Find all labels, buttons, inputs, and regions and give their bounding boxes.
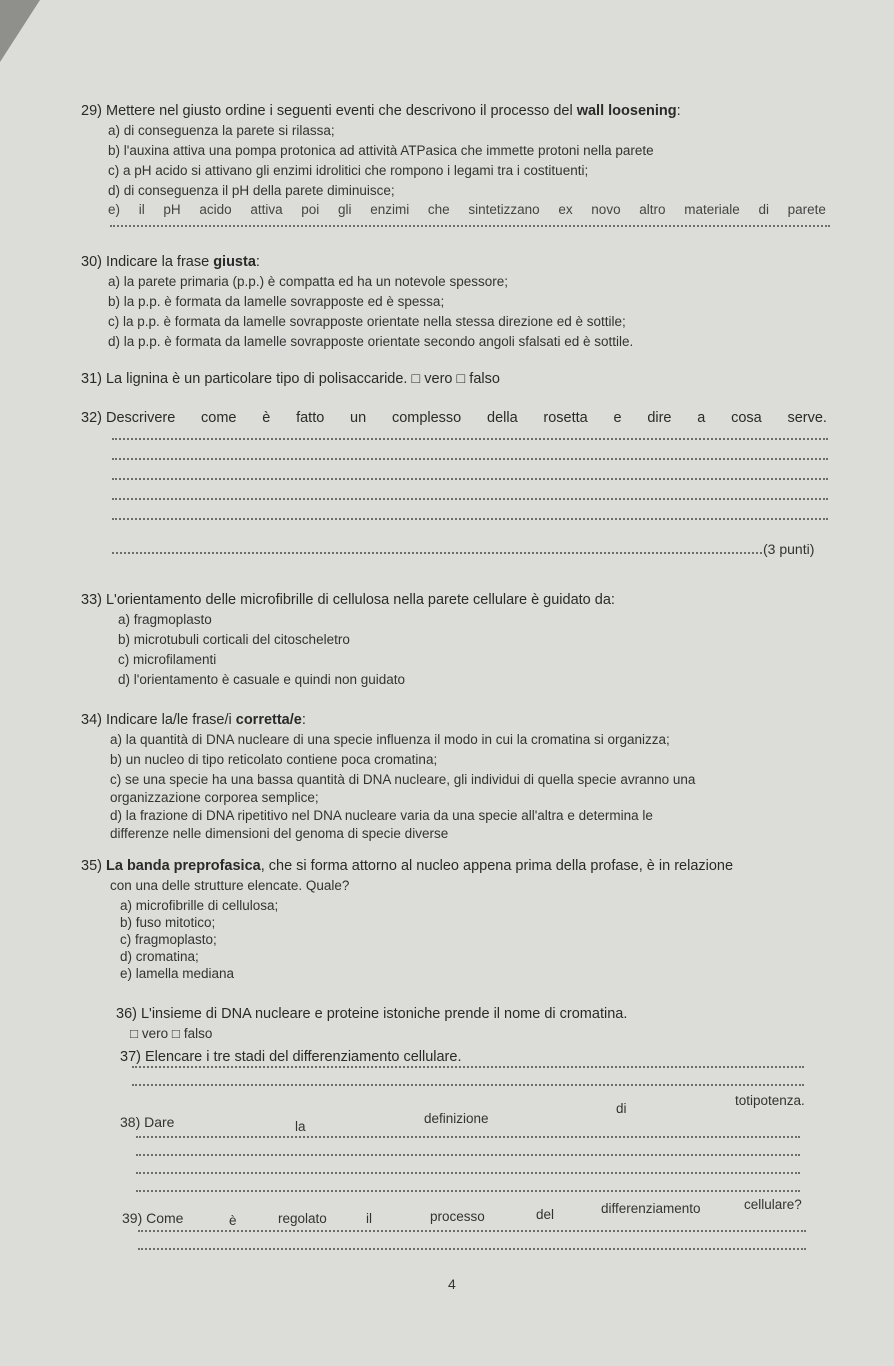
- q29-e-word: e): [108, 202, 121, 217]
- q29-e-word: acido: [199, 202, 232, 217]
- q34-line: a) la quantità di DNA nucleare di una specie influenza il modo in cui la cromatina si organizza;: [110, 732, 670, 747]
- q29-option-e: [108, 202, 826, 217]
- q29-title: [81, 102, 681, 120]
- q29-e-word: sintetizzano: [468, 202, 540, 217]
- q32-word: fatto: [296, 410, 325, 426]
- q33-option-a: a) fragmoplasto: [118, 612, 212, 627]
- q32-word: come: [201, 410, 237, 426]
- q29-e-word: ex: [558, 202, 573, 217]
- q29-e-word: gli: [337, 202, 352, 217]
- q37-text: 37) Elencare i tre stadi del differenziamento cellulare.: [120, 1049, 462, 1065]
- q29-e-word: novo: [591, 202, 621, 217]
- q37-answer-line[interactable]: [132, 1066, 804, 1068]
- q32-answer-line[interactable]: [112, 478, 828, 480]
- q33-option-c: c) microfilamenti: [118, 652, 217, 667]
- q32-word: dire: [647, 410, 672, 426]
- q35-keyword: La banda preprofasica: [106, 858, 261, 874]
- q32-answer-line[interactable]: [112, 458, 828, 460]
- q34-line: d) la frazione di DNA ripetitivo nel DNA nucleare varia da una specie all'altra e determina le: [110, 808, 653, 823]
- q33-option-d: d) l'orientamento è casuale e quindi non guidato: [118, 672, 406, 687]
- q32-answer-line[interactable]: [112, 498, 828, 500]
- q35-option-d: d) cromatina;: [120, 949, 199, 964]
- q38-answer-line[interactable]: [136, 1172, 800, 1174]
- q39-word: differenziamento: [601, 1201, 701, 1216]
- q34-keyword: corretta/e: [235, 712, 302, 728]
- q33-text: 33) L'orientamento delle microfibrille di cellulosa nella parete cellulare è guidato da:: [81, 592, 615, 608]
- q38-word-4: di: [616, 1101, 627, 1116]
- q30-keyword: giusta: [213, 254, 256, 270]
- q35-number: 35): [81, 858, 106, 874]
- q30-title: [81, 253, 260, 271]
- q32-word: complesso: [391, 410, 462, 426]
- q35-option-c: c) fragmoplasto;: [120, 932, 217, 947]
- q35-option-e: e) lamella mediana: [120, 966, 235, 981]
- q36-choice[interactable]: □ vero □ falso: [130, 1026, 213, 1041]
- q39-word: processo: [430, 1209, 485, 1224]
- q33-option-b: b) microtubuli corticali del citoscheletro: [118, 632, 350, 647]
- q39-word: il: [366, 1211, 372, 1226]
- q29-answer-line[interactable]: [110, 225, 830, 227]
- q39-word: cellulare?: [744, 1197, 802, 1212]
- q36-text: 36) L'insieme di DNA nucleare e proteine istoniche prende il nome di cromatina.: [116, 1006, 628, 1022]
- q29-e-word: che: [427, 202, 450, 217]
- q34-prefix: 34) Indicare la/le frase/i: [81, 712, 236, 728]
- q29-option-a: a) di conseguenza la parete si rilassa;: [108, 123, 335, 138]
- q32-word: 32) Descrivere: [81, 410, 176, 426]
- q35-option-b: b) fuso mitotico;: [120, 915, 216, 930]
- q29-e-word: altro: [639, 202, 666, 217]
- q32-word: è: [262, 410, 271, 426]
- q32-word: della: [487, 410, 518, 426]
- q30-option-a: a) la parete primaria (p.p.) è compatta ed ha un notevole spessore;: [108, 274, 508, 289]
- q34-title: [81, 711, 306, 729]
- q38-word-2: la: [295, 1119, 306, 1134]
- q32-word: a: [697, 410, 706, 426]
- q38-answer-line[interactable]: [136, 1154, 800, 1156]
- q29-suffix: :: [676, 103, 681, 119]
- q34-line: c) se una specie ha una bassa quantità di DNA nucleare, gli individui di quella specie avranno una: [110, 772, 696, 787]
- q34-line: organizzazione corporea semplice;: [110, 790, 319, 805]
- q29-e-word: di: [758, 202, 769, 217]
- q29-e-word: materiale: [684, 202, 740, 217]
- q29-e-word: il: [138, 202, 145, 217]
- q32-word: rosetta: [543, 410, 588, 426]
- q38-word-5: totipotenza.: [735, 1093, 805, 1108]
- q29-keyword: wall loosening: [576, 103, 677, 119]
- q39-word: regolato: [278, 1211, 327, 1226]
- q35-option-a: a) microfibrille di cellulosa;: [120, 898, 279, 913]
- q34-suffix: :: [301, 712, 306, 728]
- q35-title-line1: [81, 857, 733, 875]
- q29-e-word: enzimi: [370, 202, 410, 217]
- q32-title: [81, 410, 827, 426]
- q30-option-c: c) la p.p. è formata da lamelle sovrapposte orientate nella stessa direzione ed è sottile;: [108, 314, 626, 329]
- q35-title-line2: con una delle strutture elencate. Quale?: [110, 878, 350, 893]
- q34-line: differenze nelle dimensioni del genoma di specie diverse: [110, 826, 449, 841]
- q30-suffix: :: [255, 254, 260, 270]
- q30-option-b: b) la p.p. è formata da lamelle sovrapposte ed è spessa;: [108, 294, 445, 309]
- q29-e-word: poi: [301, 202, 320, 217]
- q32-word: serve.: [787, 410, 827, 426]
- q32-word: cosa: [731, 410, 762, 426]
- q32-answer-line[interactable]: [112, 552, 762, 554]
- q29-option-c: c) a pH acido si attivano gli enzimi idrolitici che rompono i legami tra i costituenti;: [108, 163, 589, 178]
- q38-word-1: 38) Dare: [120, 1114, 175, 1130]
- q29-option-d: d) di conseguenza il pH della parete diminuisce;: [108, 183, 395, 198]
- q29-e-word: parete: [787, 202, 826, 217]
- q34-line: b) un nucleo di tipo reticolato contiene poca cromatina;: [110, 752, 438, 767]
- q30-option-d: d) la p.p. è formata da lamelle sovrapposte orientate secondo angoli sfalsati ed è sottile.: [108, 334, 634, 349]
- q38-word-3: definizione: [424, 1111, 489, 1126]
- q39-word: è: [229, 1213, 237, 1228]
- q38-answer-line[interactable]: [136, 1190, 800, 1192]
- q29-e-word: pH: [163, 202, 181, 217]
- q32-answer-line[interactable]: [112, 518, 828, 520]
- q39-word: del: [536, 1207, 555, 1222]
- q29-prefix: 29) Mettere nel giusto ordine i seguenti eventi che descrivono il processo del: [81, 103, 577, 119]
- q32-word: e: [613, 410, 622, 426]
- q29-e-word: attiva: [250, 202, 283, 217]
- q30-prefix: 30) Indicare la frase: [81, 254, 214, 270]
- q35-line1-rest: , che si forma attorno al nucleo appena prima della profase, è in relazione: [260, 858, 734, 874]
- q39-word: 39) Come: [122, 1210, 184, 1226]
- q32-word: un: [350, 410, 367, 426]
- page-number: 4: [448, 1276, 456, 1292]
- q31-text: 31) La lignina è un particolare tipo di polisaccaride. □ vero □ falso: [81, 371, 500, 387]
- q32-answer-line[interactable]: [112, 438, 828, 440]
- q32-points: (3 punti): [763, 541, 815, 557]
- q39-answer-line[interactable]: [138, 1230, 806, 1232]
- q29-option-b: b) l'auxina attiva una pompa protonica ad attività ATPasica che immette protoni nella parete: [108, 143, 654, 158]
- q39-answer-line[interactable]: [138, 1248, 806, 1250]
- q38-answer-line[interactable]: [136, 1136, 800, 1138]
- q37-answer-line[interactable]: [132, 1084, 804, 1086]
